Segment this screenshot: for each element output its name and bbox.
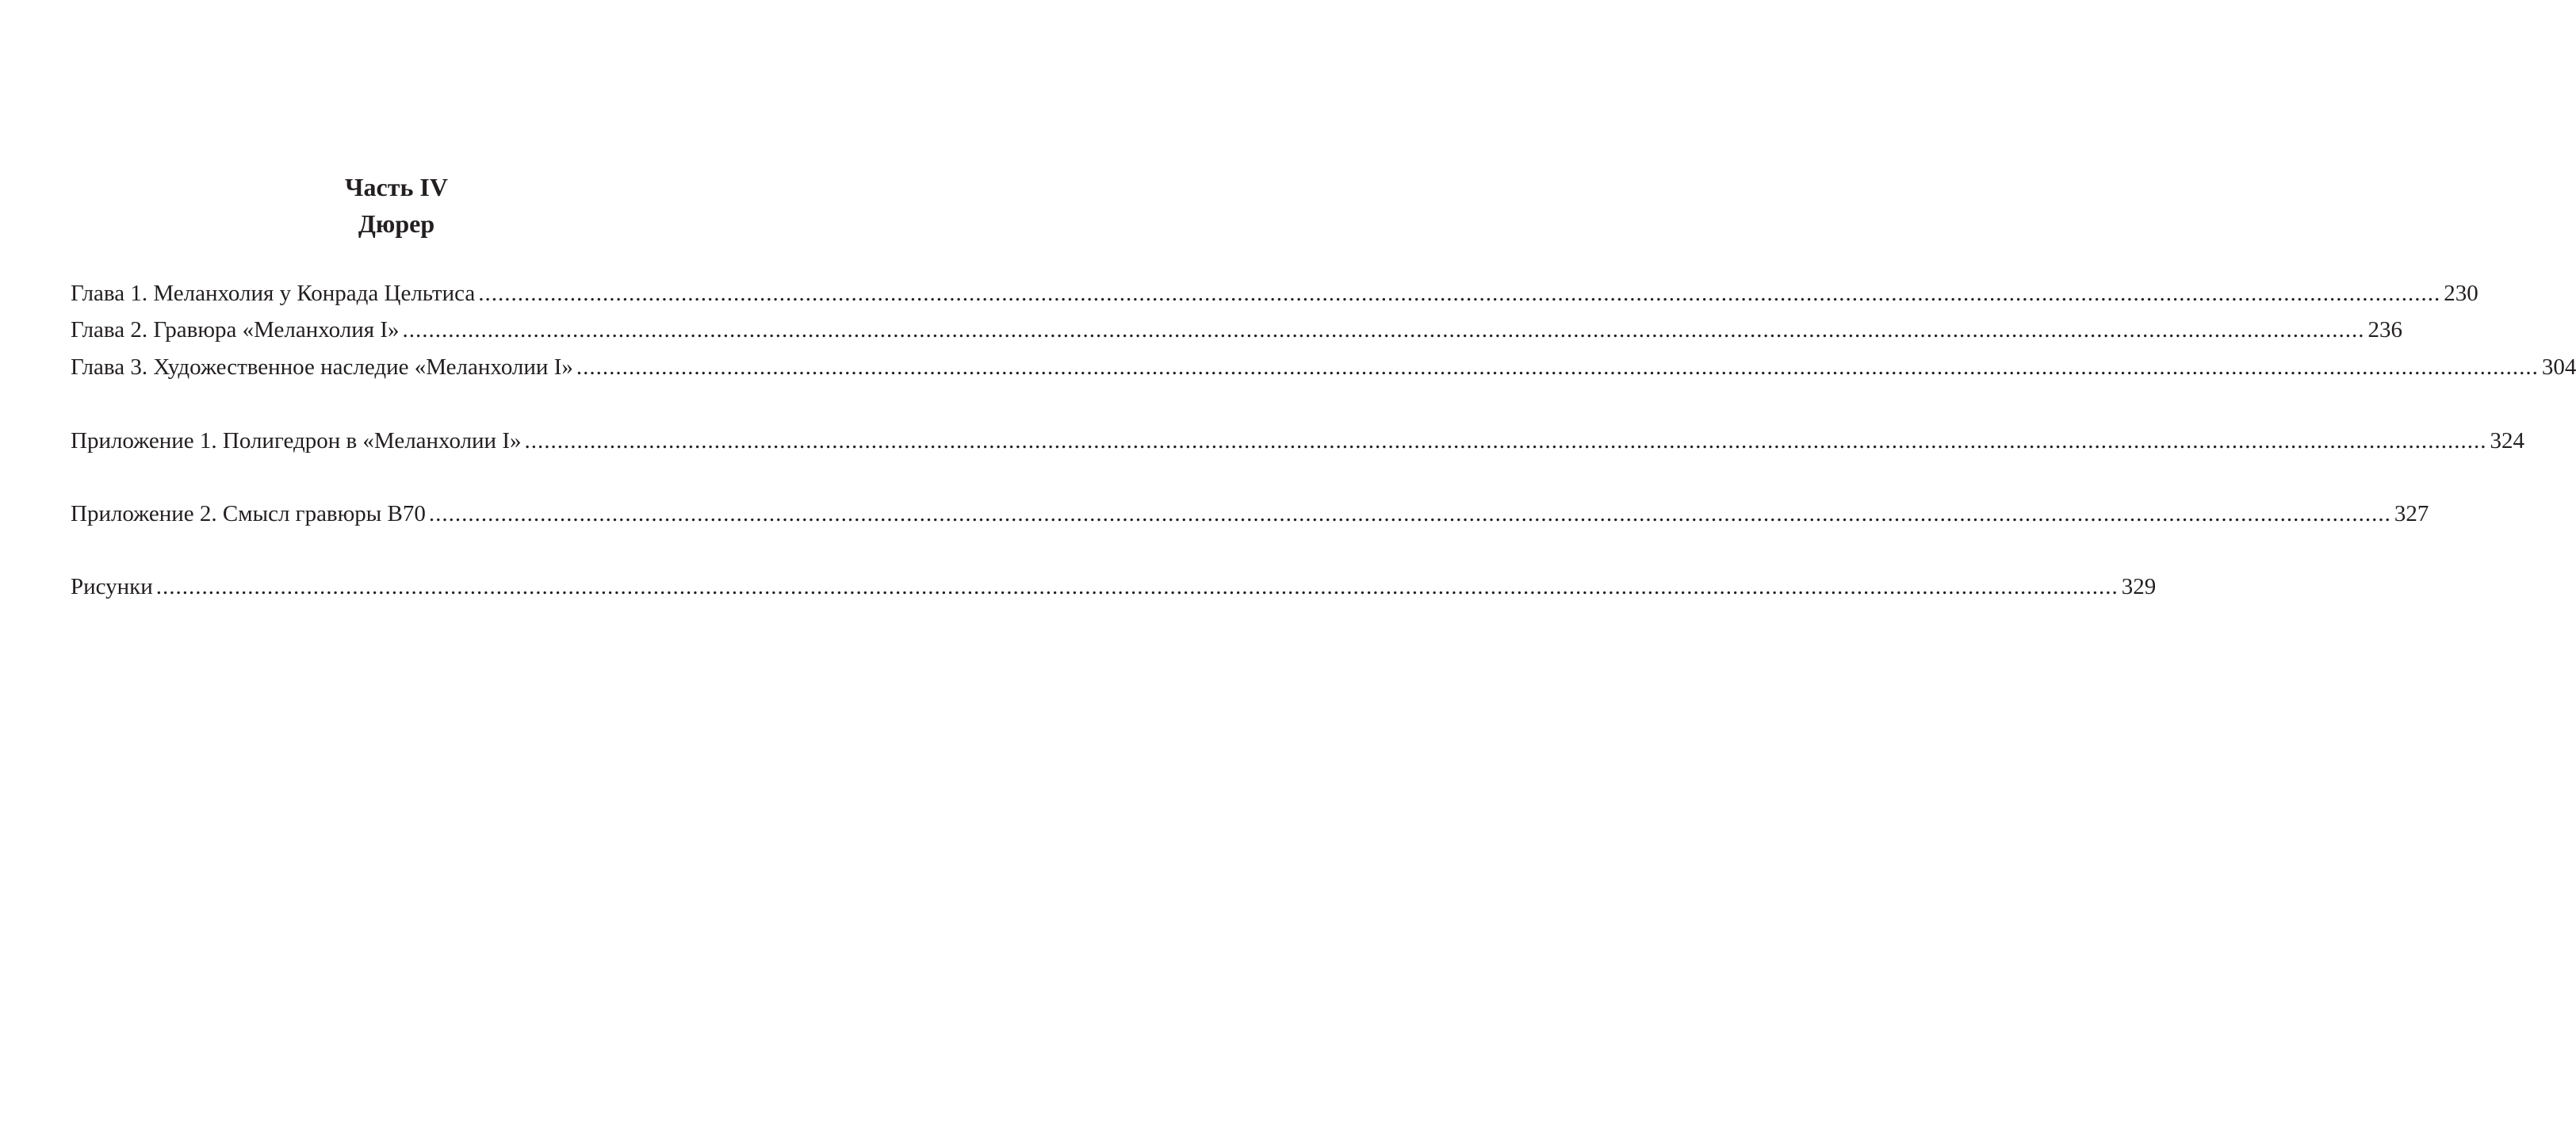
toc-entry-title: Глава 3. Художественное наследие «Меланхолии I» [71, 354, 573, 380]
toc-entry-appendix-1[interactable] [71, 427, 2524, 455]
toc-entry-page: 304 [2541, 354, 2576, 380]
dot-leader: ............................................................................................................................................................................................................................................................................................................ [402, 317, 2365, 343]
toc-entry-page: 236 [2367, 317, 2403, 343]
toc-entry-chapter-3[interactable] [71, 353, 2576, 381]
part-title: Дюрер [358, 209, 435, 238]
toc-entry-appendix-2[interactable] [71, 499, 2429, 528]
toc-entry-page: 230 [2444, 281, 2478, 306]
toc-entry-page: 324 [2490, 428, 2524, 454]
toc-entry-chapter-2[interactable] [71, 316, 2403, 344]
toc-entry-page: 329 [2121, 574, 2157, 599]
toc-entry-title: Глава 1. Меланхолия у Конрада Цельтиса [71, 281, 476, 306]
dot-leader: ............................................................................................................................................................................................................................................................................................................ [524, 428, 2487, 454]
dot-leader: ............................................................................................................................................................................................................................................................................................................ [576, 354, 2539, 380]
toc-entry-page: 327 [2394, 501, 2429, 526]
toc-entry-chapter-1[interactable] [71, 279, 2478, 308]
toc-entry-figures[interactable] [71, 572, 2157, 601]
dot-leader: ............................................................................................................................................................................................................................................................................................................ [428, 501, 2391, 526]
toc-entry-title: Приложение 2. Смысл гравюры B70 [71, 501, 426, 526]
dot-leader: ............................................................................................................................................................................................................................................................................................................ [478, 281, 2441, 306]
toc-entry-title: Глава 2. Гравюра «Меланхолия I» [71, 317, 400, 343]
toc-entry-title: Приложение 1. Полигедрон в «Меланхолии I» [71, 428, 522, 454]
dot-leader: ............................................................................................................................................................................................................................................................................................................ [155, 574, 2119, 599]
toc-entry-title: Рисунки [71, 574, 153, 599]
part-label: Часть IV [345, 173, 448, 201]
